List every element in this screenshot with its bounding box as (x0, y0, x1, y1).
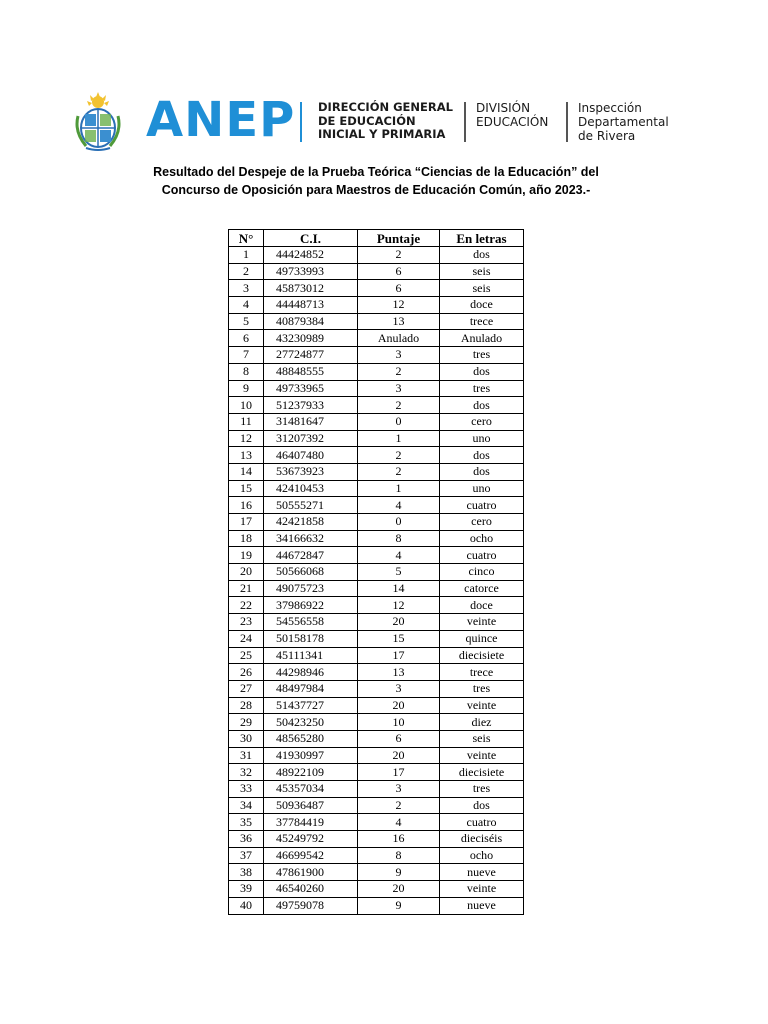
cell-score: 6 (358, 263, 440, 280)
division-label (476, 101, 548, 129)
cell-number: 33 (229, 781, 264, 798)
cell-in-words: ocho (440, 847, 524, 864)
cell-ci: 49759078 (264, 897, 358, 914)
cell-number: 10 (229, 397, 264, 414)
cell-number: 38 (229, 864, 264, 881)
divider (464, 102, 466, 142)
cell-score: 3 (358, 347, 440, 364)
cell-score: 3 (358, 380, 440, 397)
cell-in-words: nueve (440, 864, 524, 881)
cell-score: 13 (358, 664, 440, 681)
table-row (229, 380, 524, 397)
division-line: EDUCACIÓN (476, 115, 549, 129)
cell-in-words: dieciséis (440, 831, 524, 848)
cell-ci: 49075723 (264, 580, 358, 597)
table-row (229, 580, 524, 597)
cell-in-words: seis (440, 730, 524, 747)
cell-ci: 49733965 (264, 380, 358, 397)
results-table (228, 229, 524, 915)
cell-score: 2 (358, 247, 440, 264)
header-score: Puntaje (358, 230, 440, 247)
cell-ci: 48565280 (264, 730, 358, 747)
table-row (229, 764, 524, 781)
cell-ci: 31207392 (264, 430, 358, 447)
cell-in-words: dos (440, 247, 524, 264)
cell-ci: 48848555 (264, 363, 358, 380)
cell-in-words: tres (440, 680, 524, 697)
cell-number: 8 (229, 363, 264, 380)
cell-in-words: dos (440, 797, 524, 814)
cell-number: 28 (229, 697, 264, 714)
table-row (229, 280, 524, 297)
cell-ci: 48922109 (264, 764, 358, 781)
cell-score: 1 (358, 430, 440, 447)
cell-score: 4 (358, 497, 440, 514)
table-row (229, 614, 524, 631)
cell-number: 7 (229, 347, 264, 364)
cell-score: 20 (358, 697, 440, 714)
division-line: DIVISIÓN (476, 101, 531, 115)
cell-score: 2 (358, 363, 440, 380)
cell-in-words: diez (440, 714, 524, 731)
table-row (229, 463, 524, 480)
cell-score: 2 (358, 797, 440, 814)
anep-logo: ANEP (146, 92, 296, 148)
cell-in-words: nueve (440, 897, 524, 914)
cell-ci: 54556558 (264, 614, 358, 631)
dgei-line: DE EDUCACIÓN (318, 113, 416, 128)
table-row (229, 413, 524, 430)
cell-ci: 46540260 (264, 881, 358, 898)
cell-in-words: tres (440, 380, 524, 397)
title-line-2: Concurso de Oposición para Maestros de Educación Común, año 2023.- (161, 183, 591, 197)
cell-score: 9 (358, 897, 440, 914)
cell-number: 4 (229, 297, 264, 314)
cell-in-words: uno (440, 430, 524, 447)
cell-score: 17 (358, 764, 440, 781)
cell-ci: 37986922 (264, 597, 358, 614)
cell-in-words: cuatro (440, 497, 524, 514)
table-row (229, 847, 524, 864)
cell-score: 13 (358, 313, 440, 330)
cell-ci: 42421858 (264, 514, 358, 531)
cell-number: 36 (229, 831, 264, 848)
cell-in-words: dos (440, 363, 524, 380)
table-row (229, 864, 524, 881)
cell-ci: 31481647 (264, 413, 358, 430)
cell-ci: 53673923 (264, 463, 358, 480)
cell-in-words: quince (440, 630, 524, 647)
cell-ci: 48497984 (264, 680, 358, 697)
cell-number: 24 (229, 630, 264, 647)
cell-in-words: veinte (440, 614, 524, 631)
header-number: N° (229, 230, 264, 247)
table-row (229, 564, 524, 581)
cell-ci: 44298946 (264, 664, 358, 681)
cell-ci: 49733993 (264, 263, 358, 280)
cell-ci: 51237933 (264, 397, 358, 414)
cell-score: 2 (358, 447, 440, 464)
cell-score: 12 (358, 597, 440, 614)
cell-number: 27 (229, 680, 264, 697)
table-row (229, 247, 524, 264)
cell-number: 11 (229, 413, 264, 430)
cell-number: 20 (229, 564, 264, 581)
cell-score: 9 (358, 864, 440, 881)
cell-number: 19 (229, 547, 264, 564)
cell-number: 32 (229, 764, 264, 781)
cell-number: 18 (229, 530, 264, 547)
cell-score: 20 (358, 747, 440, 764)
document-title (96, 163, 656, 199)
table-row (229, 547, 524, 564)
logo-divider (300, 102, 302, 142)
table-row (229, 363, 524, 380)
cell-ci: 42410453 (264, 480, 358, 497)
cell-ci: 47861900 (264, 864, 358, 881)
inspection-line: de Rivera (578, 129, 636, 143)
cell-score: Anulado (358, 330, 440, 347)
cell-in-words: seis (440, 280, 524, 297)
cell-number: 29 (229, 714, 264, 731)
table-row (229, 514, 524, 531)
cell-in-words: veinte (440, 697, 524, 714)
table-row (229, 330, 524, 347)
cell-in-words: cuatro (440, 547, 524, 564)
cell-score: 16 (358, 831, 440, 848)
cell-score: 15 (358, 630, 440, 647)
cell-ci: 50936487 (264, 797, 358, 814)
cell-number: 3 (229, 280, 264, 297)
cell-ci: 50423250 (264, 714, 358, 731)
cell-number: 1 (229, 247, 264, 264)
cell-in-words: tres (440, 781, 524, 798)
cell-score: 4 (358, 814, 440, 831)
cell-in-words: dos (440, 397, 524, 414)
cell-score: 20 (358, 614, 440, 631)
dgei-line: DIRECCIÓN GENERAL (318, 100, 453, 114)
cell-score: 17 (358, 647, 440, 664)
cell-number: 15 (229, 480, 264, 497)
cell-score: 1 (358, 480, 440, 497)
cell-in-words: diecisiete (440, 764, 524, 781)
table-row (229, 831, 524, 848)
cell-number: 13 (229, 447, 264, 464)
cell-score: 3 (358, 781, 440, 798)
cell-ci: 46699542 (264, 847, 358, 864)
table-row (229, 430, 524, 447)
cell-ci: 51437727 (264, 697, 358, 714)
table-row (229, 881, 524, 898)
cell-number: 6 (229, 330, 264, 347)
table-row (229, 897, 524, 914)
cell-ci: 34166632 (264, 530, 358, 547)
cell-in-words: seis (440, 263, 524, 280)
cell-number: 9 (229, 380, 264, 397)
cell-ci: 44424852 (264, 247, 358, 264)
cell-ci: 43230989 (264, 330, 358, 347)
cell-number: 31 (229, 747, 264, 764)
cell-ci: 46407480 (264, 447, 358, 464)
cell-score: 0 (358, 413, 440, 430)
cell-ci: 50158178 (264, 630, 358, 647)
letterhead (72, 92, 692, 154)
table-row (229, 597, 524, 614)
cell-ci: 50566068 (264, 564, 358, 581)
cell-score: 8 (358, 847, 440, 864)
cell-score: 4 (358, 547, 440, 564)
cell-ci: 27724877 (264, 347, 358, 364)
cell-number: 14 (229, 463, 264, 480)
cell-number: 23 (229, 614, 264, 631)
cell-in-words: veinte (440, 881, 524, 898)
cell-ci: 41930997 (264, 747, 358, 764)
table-row (229, 781, 524, 798)
cell-number: 34 (229, 797, 264, 814)
cell-in-words: catorce (440, 580, 524, 597)
table-row (229, 447, 524, 464)
cell-in-words: cinco (440, 564, 524, 581)
table-row (229, 814, 524, 831)
cell-score: 3 (358, 680, 440, 697)
cell-number: 2 (229, 263, 264, 280)
cell-in-words: Anulado (440, 330, 524, 347)
cell-in-words: doce (440, 597, 524, 614)
cell-score: 20 (358, 881, 440, 898)
inspection-line: Departamental (578, 115, 669, 129)
cell-in-words: tres (440, 347, 524, 364)
cell-number: 16 (229, 497, 264, 514)
cell-number: 22 (229, 597, 264, 614)
cell-score: 12 (358, 297, 440, 314)
table-row (229, 347, 524, 364)
cell-number: 26 (229, 664, 264, 681)
title-line-1: Resultado del Despeje de la Prueba Teórica “Ciencias de la Educación” del (153, 165, 599, 179)
divider (566, 102, 568, 142)
table-row (229, 697, 524, 714)
cell-ci: 45357034 (264, 781, 358, 798)
cell-ci: 45249792 (264, 831, 358, 848)
table-row (229, 747, 524, 764)
cell-score: 8 (358, 530, 440, 547)
cell-score: 0 (358, 514, 440, 531)
cell-score: 5 (358, 564, 440, 581)
cell-in-words: uno (440, 480, 524, 497)
cell-number: 35 (229, 814, 264, 831)
cell-in-words: cero (440, 514, 524, 531)
cell-in-words: ocho (440, 530, 524, 547)
header-ci: C.I. (264, 230, 358, 247)
cell-score: 6 (358, 280, 440, 297)
uruguay-coat-of-arms-icon (72, 92, 124, 152)
cell-number: 37 (229, 847, 264, 864)
cell-score: 2 (358, 463, 440, 480)
table-row (229, 680, 524, 697)
dgei-label (318, 101, 453, 142)
cell-ci: 45873012 (264, 280, 358, 297)
cell-in-words: dos (440, 463, 524, 480)
cell-number: 12 (229, 430, 264, 447)
cell-number: 25 (229, 647, 264, 664)
cell-score: 2 (358, 397, 440, 414)
cell-in-words: veinte (440, 747, 524, 764)
cell-score: 6 (358, 730, 440, 747)
table-row (229, 530, 524, 547)
cell-ci: 50555271 (264, 497, 358, 514)
cell-ci: 44672847 (264, 547, 358, 564)
table-row (229, 397, 524, 414)
cell-in-words: trece (440, 313, 524, 330)
cell-number: 5 (229, 313, 264, 330)
table-row (229, 664, 524, 681)
table-header-row (229, 230, 524, 247)
table-row (229, 730, 524, 747)
table-row (229, 797, 524, 814)
cell-ci: 45111341 (264, 647, 358, 664)
cell-number: 21 (229, 580, 264, 597)
table-row (229, 480, 524, 497)
table-row (229, 714, 524, 731)
table-row (229, 630, 524, 647)
header-in-words: En letras (440, 230, 524, 247)
cell-score: 10 (358, 714, 440, 731)
inspection-line: Inspección (578, 101, 642, 115)
inspection-label (578, 101, 669, 143)
cell-ci: 37784419 (264, 814, 358, 831)
table-row (229, 313, 524, 330)
cell-number: 30 (229, 730, 264, 747)
cell-in-words: doce (440, 297, 524, 314)
cell-score: 14 (358, 580, 440, 597)
cell-in-words: cuatro (440, 814, 524, 831)
cell-in-words: dos (440, 447, 524, 464)
cell-number: 40 (229, 897, 264, 914)
cell-number: 39 (229, 881, 264, 898)
cell-ci: 44448713 (264, 297, 358, 314)
table-row (229, 497, 524, 514)
table-row (229, 647, 524, 664)
table-row (229, 297, 524, 314)
cell-number: 17 (229, 514, 264, 531)
cell-in-words: cero (440, 413, 524, 430)
cell-ci: 40879384 (264, 313, 358, 330)
dgei-line: INICIAL Y PRIMARIA (318, 127, 446, 141)
table-row (229, 263, 524, 280)
cell-in-words: trece (440, 664, 524, 681)
cell-in-words: diecisiete (440, 647, 524, 664)
